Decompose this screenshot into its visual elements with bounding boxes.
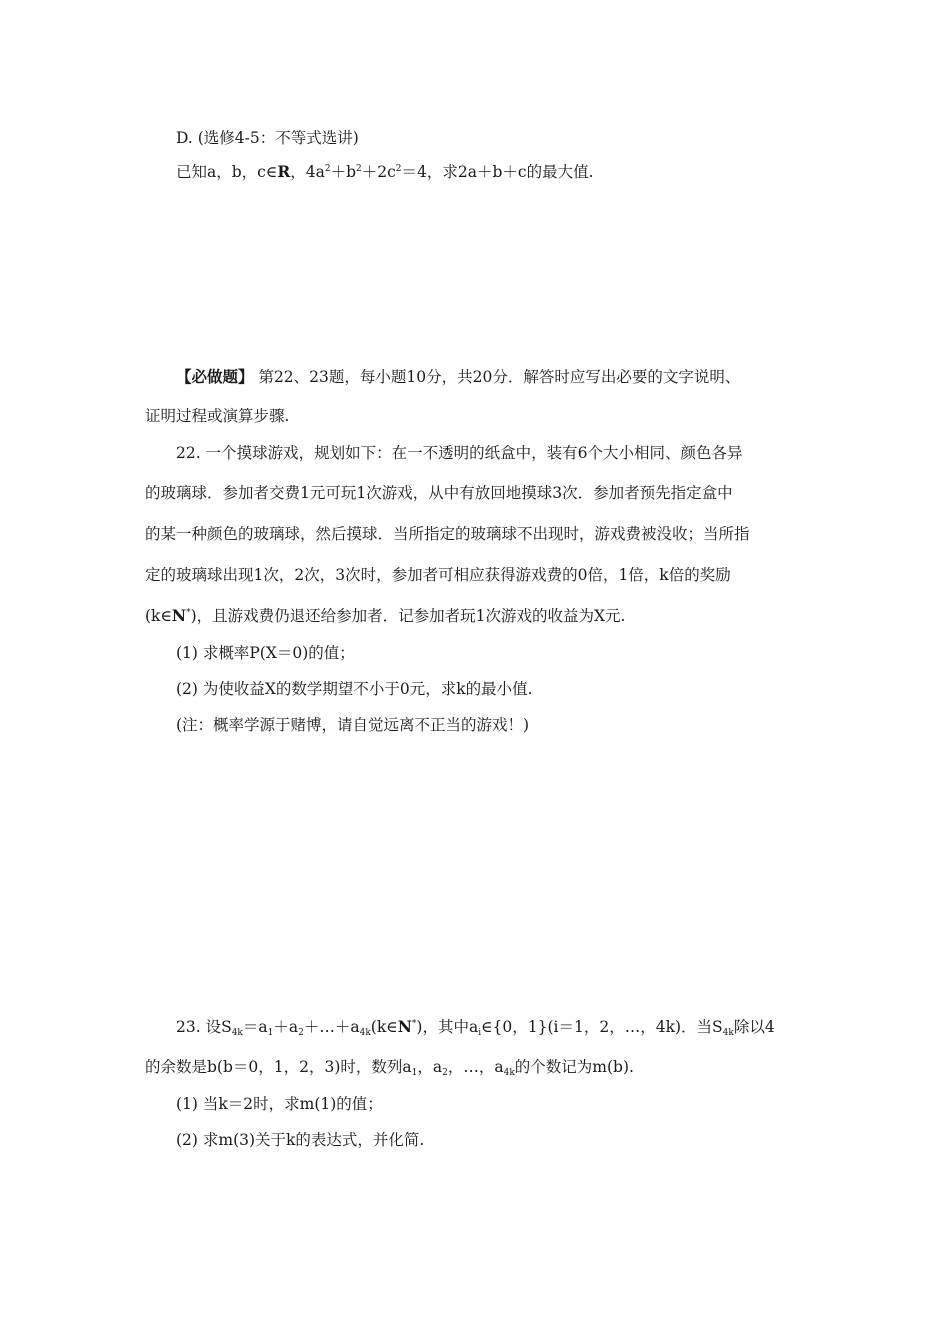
required-tag: 【必做题】 [176,367,254,386]
q22-line-2: 的玻璃球．参加者交费1元可玩1次游戏，从中有放回地摸球3次．参加者预先指定盒中 [145,484,733,502]
required-header-line-1: 【必做题】 第22、23题，每小题10分，共20分．解答时应写出必要的文字说明、 [176,367,741,386]
q23-part-2: (2) 求m(3)关于k的表达式，并化简. [176,1131,425,1149]
required-header-line-2: 证明过程或演算步骤. [145,407,290,425]
q22-line-3: 的某一种颜色的玻璃球，然后摸球．当所指定的玻璃球不出现时，游戏费被没收；当所指 [145,525,750,543]
q22-part-2: (2) 为使收益X的数学期望不小于0元，求k的最小值. [176,680,533,698]
q23-line-1: 23. 设$S_{4k}=a_1+a_2+\dots+a_{4k}(k\in N^*)$，其中$a_i\in\{0$，1}(i＝1，2，…，4k)．当$S_{4k}$除以4 [176,1017,775,1038]
section-d-heading: D. (选修4-5：不等式选讲) [176,129,359,147]
q22-line-5: (k∈N*)，且游戏费仍退还给参加者．记参加者玩1次游戏的收益为X元. [145,606,626,625]
q22-note: (注：概率学源于赌博，请自觉远离不正当的游戏！) [176,716,530,734]
q22-line-1: 22. 一个摸球游戏，规划如下：在一不透明的纸盒中，装有6个大小相同、颜色各异 [176,444,743,462]
q23-line-2: 的余数是b(b＝0，1，2，3)时，数列$a_1$，$a_2$，…，$a_{4k}$的个数记为m(b). [145,1058,634,1078]
q23-part-1: (1) 当k＝2时，求m(1)的值； [176,1095,383,1113]
q22-line-4: 定的玻璃球出现1次，2次，3次时，参加者可相应获得游戏费的0倍，1倍，k倍的奖励 [145,566,731,584]
q22-part-1: (1) 求概率P(X＝0)的值； [176,644,355,662]
section-d-question: 已知a，b，c∈R，$4a^2+b^2+2c^2=4$，求2a＋b＋c的最大值. [176,162,594,181]
